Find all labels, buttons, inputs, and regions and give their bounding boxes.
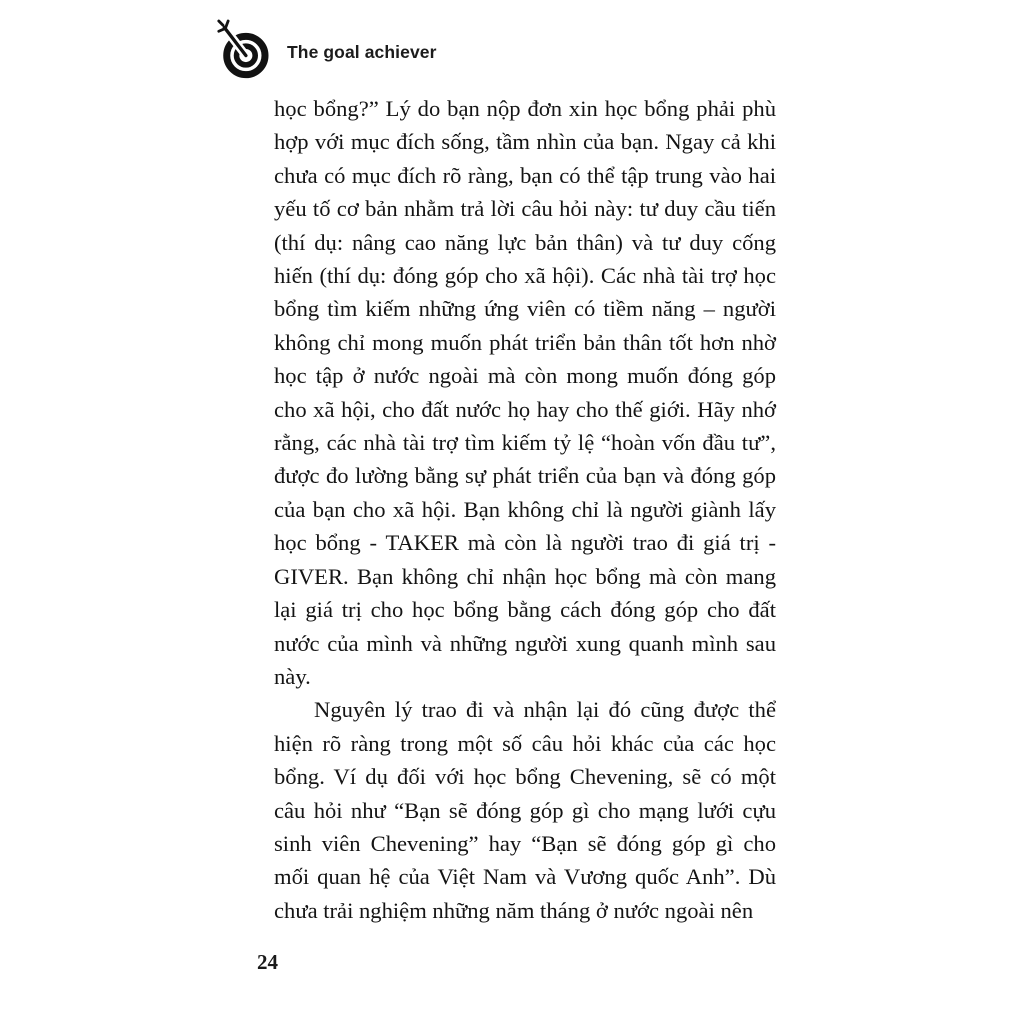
page-number: 24 xyxy=(257,950,278,974)
paragraph-2: Nguyên lý trao đi và nhận lại đó cũng được thể hiện rõ ràng trong một số câu hỏi khác của các học bổng. Ví dụ đối với học bổng Chevening, sẽ có một câu hỏi như “Bạn sẽ đóng góp gì cho mạng lưới cựu sinh viên Chevening” hay “Bạn sẽ đóng góp gì cho mối quan hệ của Việt Nam và Vương quốc Anh”. Dù chưa trải nghiệm những năm tháng ở nước ngoài nên xyxy=(274,697,776,923)
paragraph-1: học bổng?” Lý do bạn nộp đơn xin học bổng phải phù hợp với mục đích sống, tầm nhìn của bạn. Ngay cả khi chưa có mục đích rõ ràng, bạn có thể tập trung vào hai yếu tố cơ bản nhằm trả lời câu hỏi này: tư duy cầu tiến (thí dụ: nâng cao năng lực bản thân) và tư duy cống hiến (thí dụ: đóng góp cho xã hội). Các nhà tài trợ học bổng tìm kiếm những ứng viên có tiềm năng – người không chỉ mong muốn phát triển bản thân tốt hơn nhờ học tập ở nước ngoài mà còn mong muốn đóng góp cho xã hội, cho đất nước họ hay cho thế giới. Hãy nhớ rằng, các nhà tài trợ tìm kiếm tỷ lệ “hoàn vốn đầu tư”, được đo lường bằng sự phát triển của bạn và đóng góp của bạn cho xã hội. Bạn không chỉ là người giành lấy học bổng - TAKER mà còn là người trao đi giá trị - GIVER. Bạn không chỉ nhận học bổng mà còn mang lại giá trị cho học bổng bằng cách đóng góp cho đất nước của mình và những người xung quanh mình sau này. xyxy=(274,96,776,689)
page-header xyxy=(216,18,437,80)
target-dart-icon xyxy=(216,18,272,80)
page-footer xyxy=(257,950,278,975)
header-title: The goal achiever xyxy=(287,41,437,62)
body-text xyxy=(274,92,776,927)
